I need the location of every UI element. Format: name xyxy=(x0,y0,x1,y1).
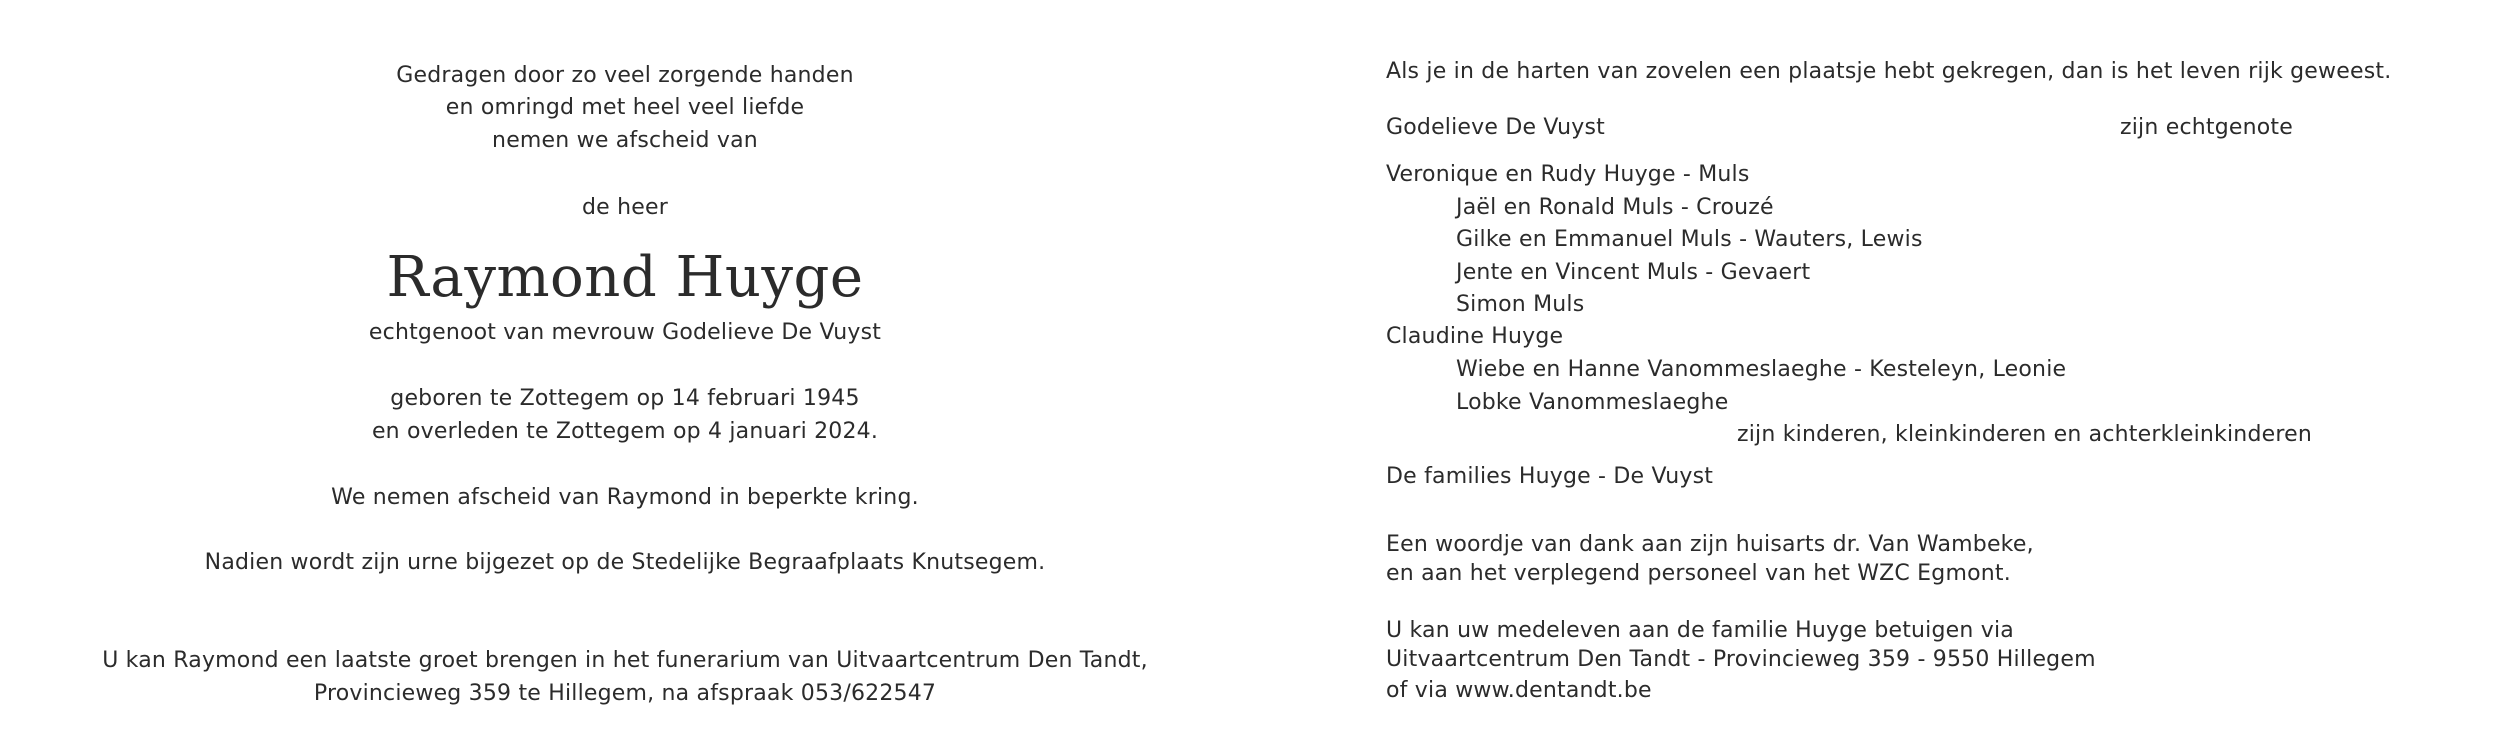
family-line: Jente en Vincent Muls - Gevaert xyxy=(1456,260,1811,285)
condolence-line-3: of via www.dentandt.be xyxy=(1386,678,1652,703)
thanks-line-1: Een woordje van dank aan zijn huisarts dr. Van Wambeke, xyxy=(1386,532,2034,557)
family-line: Lobke Vanommeslaeghe xyxy=(1456,390,1729,415)
quote: Als je in de harten van zovelen een plaatsje hebt gekregen, dan is het leven rijk geweest. xyxy=(1386,59,2392,84)
thanks-line-2: en aan het verplegend personeel van het WZC Egmont. xyxy=(1386,561,2011,586)
title-prefix: de heer xyxy=(582,195,668,220)
death-line: en overleden te Zottegem op 4 januari 2024. xyxy=(371,419,879,444)
intro-line-2: en omringd met heel veel liefde xyxy=(445,95,805,120)
condolence-line-2: Uitvaartcentrum Den Tandt - Provincieweg 359 - 9550 Hillegem xyxy=(1386,647,2096,672)
family-line: Jaël en Ronald Muls - Crouzé xyxy=(1456,195,1774,220)
urn-line: Nadien wordt zijn urne bijgezet op de Stedelijke Begraafplaats Knutsegem. xyxy=(204,550,1046,575)
deceased-name: Raymond Huyge xyxy=(386,245,864,310)
birth-line: geboren te Zottegem op 14 februari 1945 xyxy=(390,386,860,411)
children-role: zijn kinderen, kleinkinderen en achterkleinkinderen xyxy=(1737,422,2312,447)
condolence-line-1: U kan uw medeleven aan de familie Huyge betuigen via xyxy=(1386,618,2014,643)
family-line: Gilke en Emmanuel Muls - Wauters, Lewis xyxy=(1456,227,1923,252)
intro-line-3: nemen we afscheid van xyxy=(492,128,758,153)
family-line: Wiebe en Hanne Vanommeslaeghe - Kesteleyn, Leonie xyxy=(1456,357,2067,382)
spouse-line: echtgenoot van mevrouw Godelieve De Vuyst xyxy=(368,320,882,345)
family-line: Claudine Huyge xyxy=(1386,324,1564,349)
families-line: De families Huyge - De Vuyst xyxy=(1386,464,1714,489)
family-line: Veronique en Rudy Huyge - Muls xyxy=(1386,162,1750,187)
visit-line-2: Provincieweg 359 te Hillegem, na afspraak 053/622547 xyxy=(313,681,937,706)
intro-line-1: Gedragen door zo veel zorgende handen xyxy=(396,63,854,88)
visit-line-1: U kan Raymond een laatste groet brengen in het funerarium van Uitvaartcentrum Den Tandt, xyxy=(102,648,1148,673)
family-line: Simon Muls xyxy=(1456,292,1585,317)
spouse-name: Godelieve De Vuyst xyxy=(1386,115,1605,140)
farewell-line: We nemen afscheid van Raymond in beperkte kring. xyxy=(331,485,919,510)
spouse-role: zijn echtgenote xyxy=(2120,115,2293,140)
